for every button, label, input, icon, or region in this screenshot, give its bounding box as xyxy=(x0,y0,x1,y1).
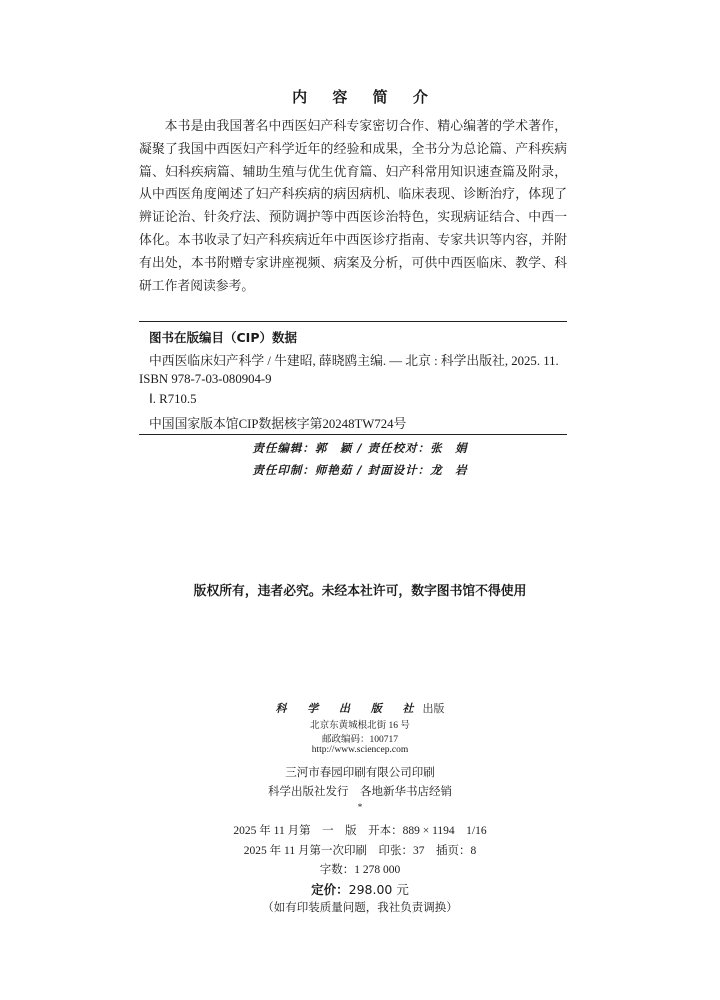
page-title: 内 容 简 介 xyxy=(292,88,438,106)
printing-info: 2025 年 11 月第一次印刷 印张：37 插页：8 xyxy=(243,845,477,857)
publisher-line xyxy=(0,700,720,716)
publisher-postcode: 邮政编码：100717 xyxy=(321,735,398,745)
distribution-info: 科学出版社发行 各地新华书店经销 xyxy=(268,784,452,798)
cip-data-block xyxy=(139,321,567,435)
cip-record-number: 中国国家版本馆CIP数据核字第20248TW724号 xyxy=(149,417,407,431)
edition-info: 2025 年 11 月第 一 版 开本：889 × 1194 1/16 xyxy=(233,825,487,837)
price-line xyxy=(0,880,720,898)
price-label: 定价： xyxy=(311,882,349,897)
cip-isbn: ISBN 978-7-03-080904-9 xyxy=(139,372,272,386)
cip-classification: Ⅰ. R710.5 xyxy=(149,392,197,406)
publisher-name: 科 学 出 版 社 xyxy=(275,703,423,715)
intro-paragraph xyxy=(139,116,567,298)
printer-info: 三河市春园印刷有限公司印刷 xyxy=(285,765,435,779)
quality-note: （如有印装质量问题，我社负责调换） xyxy=(262,900,458,914)
publisher-suffix: 出版 xyxy=(422,703,445,715)
price-value: 298.00 元 xyxy=(348,882,409,897)
word-count: 字数：1 278 000 xyxy=(319,864,401,876)
separator-star: * xyxy=(357,803,363,813)
copyright-notice: 版权所有，违者必究。未经本社许可，数字图书馆不得使用 xyxy=(193,584,527,599)
staff-production: 责任印制：师艳茹 / 封面设计：龙 岩 xyxy=(252,463,468,477)
cip-heading: 图书在版编目（CIP）数据 xyxy=(149,330,297,345)
publisher-address: 北京东黄城根北街 16 号 xyxy=(310,721,410,731)
cip-title-line: 中西医临床妇产科学 / 牛建昭, 薛晓鸥主编. — 北京 : 科学出版社, 2025. 11. xyxy=(149,354,559,368)
staff-editors: 责任编辑：郭 颖 / 责任校对：张 娟 xyxy=(252,441,468,455)
publisher-website: http://www.sciencep.com xyxy=(311,745,409,755)
intro-text: 本书是由我国著名中西医妇产科专家密切合作、精心编著的学术著作，凝聚了我国中西医妇产科学近年的经验和成果，全书分为总论篇、产科疾病篇、妇科疾病篇、辅助生殖与优生优育篇、妇产科常用知识速查篇及附录，从中西医角度阐述了妇产科疾病的病因病机、临床表现、诊断治疗，体现了辨证论治、针灸疗法、预防调护等中西医诊治特色，实现病证结合、中西一体化。本书收录了妇产科疾病近年中西医诊疗指南、专家共识等内容，并附有出处，本书附赠专家讲座视频、病案及分析，可供中西医临床、教学、科研工作者阅读参考。 xyxy=(139,119,567,294)
